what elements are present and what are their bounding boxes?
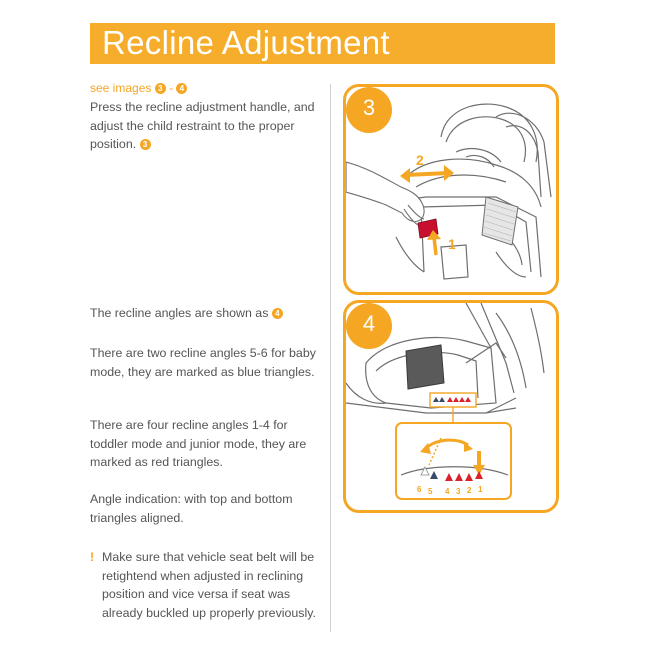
image-ref-badge: 4 (272, 308, 283, 319)
paragraph-toddler-mode: There are four recline angles 1-4 for toddler mode and junior mode, they are marked as red triangles. (90, 418, 307, 469)
angle-label: 3 (456, 487, 461, 496)
see-images-label (90, 79, 187, 98)
section-header (90, 23, 555, 64)
paragraph-angles-shown (90, 304, 320, 323)
warning-text: Make sure that vehicle seat belt will be retightend when adjusted in reclining position and vice versa if seat was already buckled up properly previously. (102, 550, 316, 620)
page-title: Recline Adjustment (102, 24, 390, 61)
warning-icon: ! (90, 550, 95, 564)
figure-4-panel (343, 300, 559, 513)
see-images-prefix: see images (90, 81, 152, 95)
step-number: 3 (362, 95, 376, 120)
angle-label: 6 (417, 485, 422, 494)
mesh-panel (482, 197, 518, 245)
see-images-separator: - (169, 81, 174, 95)
arrow-pull-label: 1 (448, 236, 456, 252)
image-ref-badge: 3 (140, 139, 151, 150)
zoom-detail-box (396, 423, 511, 499)
paragraph-angle-indication: Angle indication: with top and bottom triangles aligned. (90, 492, 293, 525)
image-ref-badge: 3 (155, 83, 166, 94)
seat-window (406, 345, 444, 389)
angle-label: 1 (478, 485, 483, 494)
angle-label: 4 (445, 487, 450, 496)
step-badge (346, 303, 392, 349)
angle-label: 5 (428, 487, 433, 496)
arrow-push-label: 2 (416, 152, 424, 168)
image-ref-badge: 4 (176, 83, 187, 94)
step-number: 4 (362, 311, 376, 336)
angle-label: 2 (467, 486, 472, 495)
paragraph-press-handle (90, 98, 320, 154)
figure-3-panel (343, 84, 559, 295)
double-arrow-icon (400, 165, 454, 183)
step-badge (346, 87, 392, 133)
column-divider (330, 84, 331, 632)
paragraph-text: Press the recline adjustment handle, and adjust the child restraint to the proper position. (90, 100, 315, 151)
paragraph-baby-mode: There are two recline angles 5-6 for baby mode, they are marked as blue triangles. (90, 346, 316, 379)
paragraph-text: The recline angles are shown as (90, 306, 269, 320)
